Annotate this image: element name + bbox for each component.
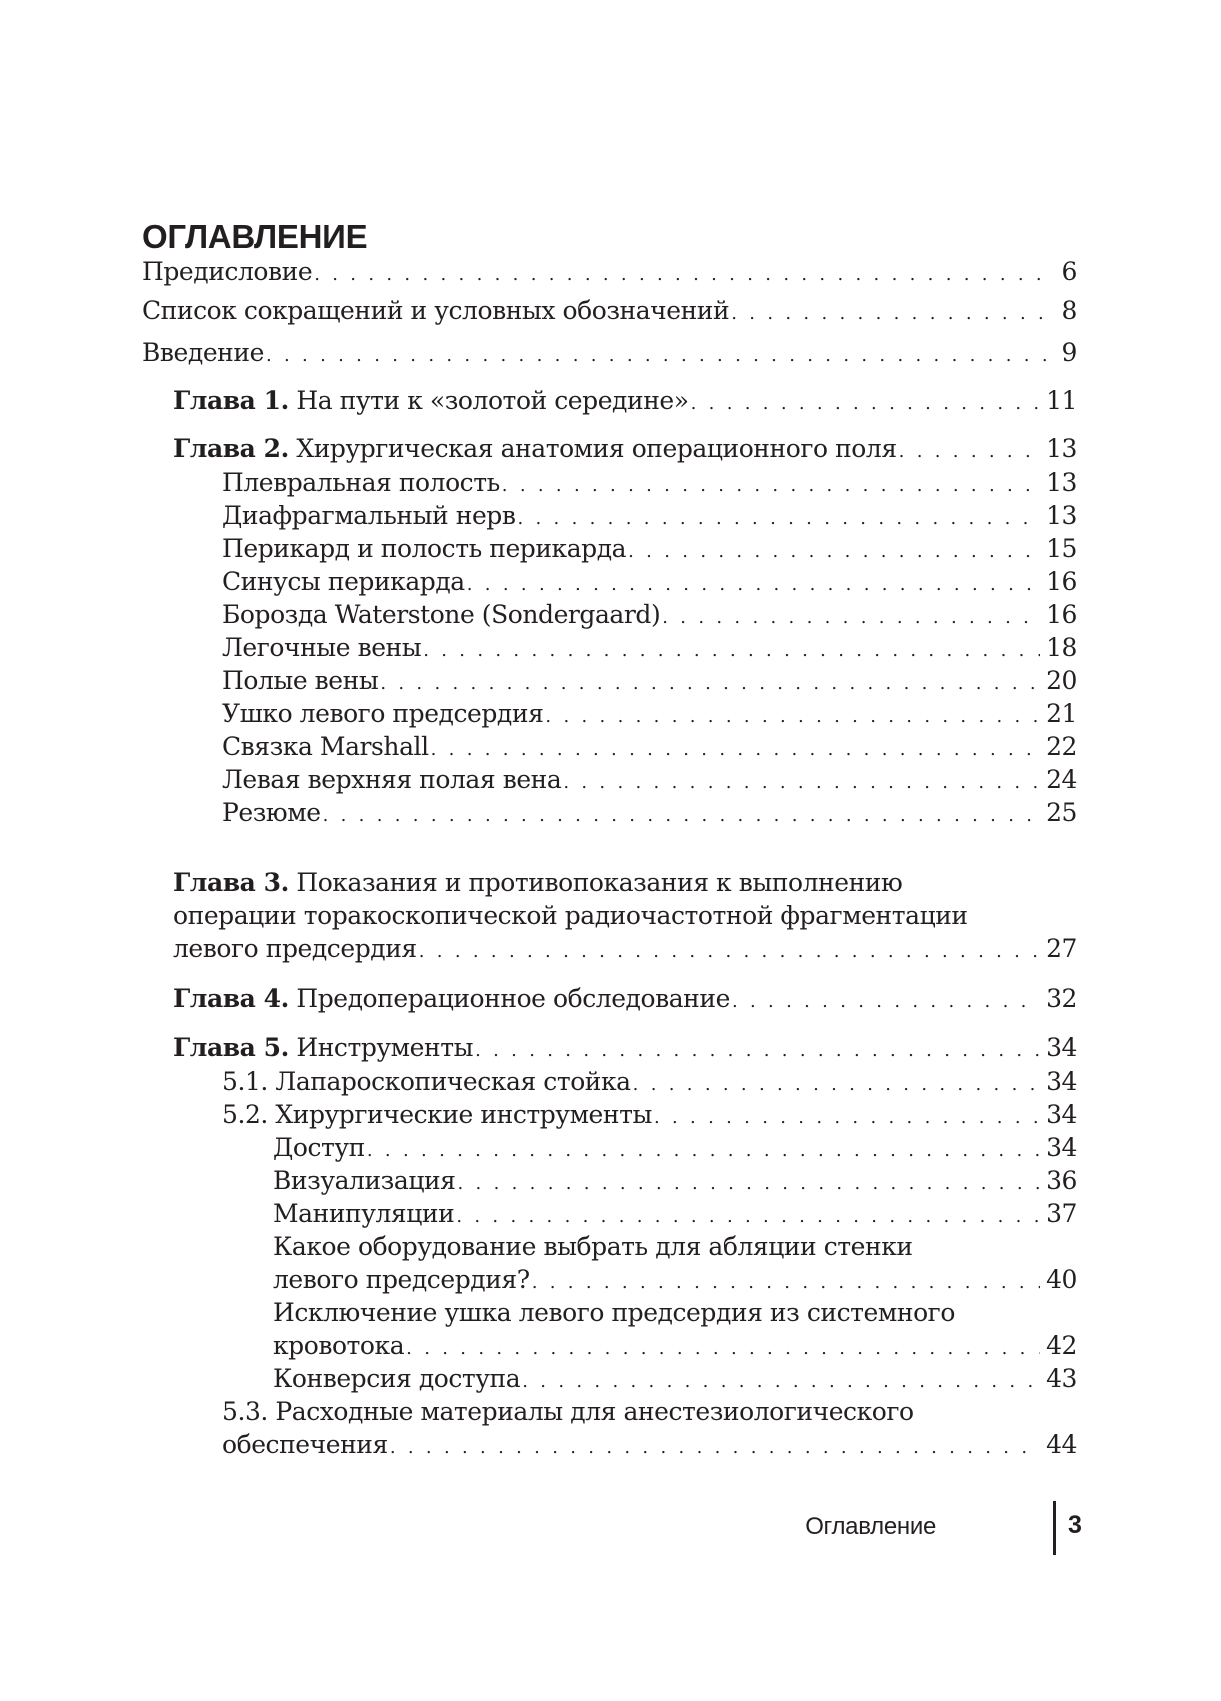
toc-entry-title: Конверсия доступа <box>273 1364 521 1393</box>
toc-entry-title <box>173 1031 473 1065</box>
toc-entry-title: Ушко левого предсердия <box>222 699 544 728</box>
toc-chapter-3-line-3 <box>173 932 1077 969</box>
toc-page-number: 34 <box>1046 1133 1077 1162</box>
toc-chapter-1 <box>173 384 1077 421</box>
toc-entry-title: Диафрагмальный нерв <box>222 501 516 530</box>
toc-section <box>222 499 1077 536</box>
page-title: ОГЛАВЛЕНИЕ <box>142 218 368 255</box>
toc-section <box>222 565 1077 602</box>
toc-entry-title: Манипуляции <box>273 1199 455 1228</box>
toc-page-number: 18 <box>1046 633 1077 662</box>
toc-page-number: 6 <box>1061 257 1077 286</box>
dot-leader <box>467 568 1040 602</box>
dot-leader <box>266 339 1051 373</box>
toc-chapter-2 <box>173 432 1077 469</box>
chapter-title: Инструменты <box>296 1033 474 1062</box>
toc-section <box>222 532 1077 569</box>
toc-section-5-1 <box>222 1065 1077 1102</box>
dot-leader <box>380 667 1040 701</box>
dot-leader <box>431 733 1040 767</box>
toc-page-number: 9 <box>1061 338 1077 367</box>
toc-chapter-3-line-2 <box>173 899 1077 933</box>
toc-page-number: 20 <box>1046 666 1077 695</box>
toc-section <box>222 763 1077 800</box>
page-number: 3 <box>1068 1511 1082 1539</box>
toc-page-number: 16 <box>1046 567 1077 596</box>
toc-entry-title: Левая верхняя полая вена <box>222 765 562 794</box>
toc-page-number: 11 <box>1046 386 1077 415</box>
toc-chapter-3-line-1 <box>173 866 1077 900</box>
toc-entry-abbreviations <box>142 294 1077 331</box>
chapter-title: Хирургическая анатомия операционного поля <box>296 434 897 463</box>
dot-leader <box>633 1068 1040 1102</box>
dot-leader <box>732 985 1040 1019</box>
toc-section <box>222 631 1077 668</box>
dot-leader <box>731 297 1051 331</box>
toc-page-number: 27 <box>1046 934 1077 963</box>
toc-entry-title: Плевральная полость <box>222 468 500 497</box>
toc-entry-title: Доступ <box>273 1133 365 1162</box>
dot-leader <box>406 1332 1040 1366</box>
chapter-title: Предоперационное обследование <box>296 984 730 1013</box>
chapter-label: Глава 5. <box>173 1033 289 1062</box>
toc-entry-title: Список сокращений и условных обозначений <box>142 296 730 325</box>
toc-subsection-exclusion-line-2 <box>273 1329 1077 1366</box>
chapter-title: левого предсердия <box>173 934 417 963</box>
toc-page-number: 40 <box>1046 1265 1077 1294</box>
toc-entry-title <box>173 982 730 1016</box>
toc-entry-title: Связка Marshall <box>222 732 429 761</box>
dot-leader <box>662 601 1040 635</box>
chapter-title: операции торакоскопической радиочастотной фрагментации <box>173 901 968 930</box>
dot-leader <box>419 935 1040 969</box>
toc-entry-title <box>173 384 689 418</box>
toc-entry-title: Исключение ушка левого предсердия из системного <box>273 1298 955 1327</box>
dot-leader <box>367 1134 1040 1168</box>
toc-page-number: 42 <box>1046 1331 1077 1360</box>
dot-leader <box>457 1167 1040 1201</box>
toc-entry-title: обеспечения <box>222 1430 388 1459</box>
toc-entry-title: Борозда Waterstone (Sondergaard) <box>222 600 661 629</box>
toc-section <box>222 466 1077 503</box>
toc-subsection-manipulations <box>273 1197 1077 1234</box>
toc-entry-title: Какое оборудование выбрать для абляции стенки <box>273 1232 913 1261</box>
toc-page-number: 13 <box>1046 468 1077 497</box>
toc-chapter-5 <box>173 1031 1077 1068</box>
toc-page-number: 22 <box>1046 732 1077 761</box>
toc-page-number: 44 <box>1046 1430 1077 1459</box>
running-footer-section: Оглавление <box>805 1513 936 1540</box>
toc-section <box>222 796 1077 833</box>
dot-leader <box>314 258 1051 292</box>
toc-page-number: 34 <box>1046 1100 1077 1129</box>
toc-section-5-3-line-2 <box>222 1428 1077 1465</box>
toc-entry-title: Визуализация <box>273 1166 456 1195</box>
toc-entry-title: Перикард и полость перикарда <box>222 534 627 563</box>
toc-page-number: 21 <box>1046 699 1077 728</box>
dot-leader <box>423 634 1040 668</box>
dot-leader <box>691 387 1040 421</box>
page-footer <box>805 1501 1082 1555</box>
dot-leader <box>502 469 1040 503</box>
dot-leader <box>654 1101 1040 1135</box>
toc-page-number: 34 <box>1046 1067 1077 1096</box>
toc-section-5-2 <box>222 1098 1077 1135</box>
toc-entry-title: Синусы перикарда <box>222 567 465 596</box>
toc-entry-preface <box>142 255 1077 292</box>
dot-leader <box>563 766 1040 800</box>
toc-entry-title: левого предсердия? <box>273 1265 530 1294</box>
dot-leader <box>545 700 1040 734</box>
toc-entry-title: 5.1. Лапароскопическая стойка <box>222 1067 631 1096</box>
chapter-label: Глава 1. <box>173 386 289 415</box>
dot-leader <box>532 1266 1040 1300</box>
toc-subsection-equipment-line-1 <box>273 1230 1077 1264</box>
toc-page-number: 37 <box>1046 1199 1077 1228</box>
chapter-label: Глава 2. <box>173 434 289 463</box>
toc-entry-introduction <box>142 336 1077 373</box>
toc-section <box>222 697 1077 734</box>
toc-section-5-3-line-1 <box>222 1395 1077 1429</box>
toc-entry-title: 5.3. Расходные материалы для анестезиологического <box>222 1397 914 1426</box>
toc-subsection-equipment-line-2 <box>273 1263 1077 1300</box>
toc-page-number: 15 <box>1046 534 1077 563</box>
toc-page-number: 25 <box>1046 798 1077 827</box>
dot-leader <box>323 799 1041 833</box>
toc-page-number: 24 <box>1046 765 1077 794</box>
toc-section <box>222 730 1077 767</box>
dot-leader <box>899 435 1040 469</box>
chapter-title: Показания и противопоказания к выполнению <box>296 868 903 897</box>
toc-entry-title <box>173 432 897 466</box>
toc-entry-title: 5.2. Хирургические инструменты <box>222 1100 652 1129</box>
dot-leader <box>390 1431 1040 1465</box>
toc-entry-title: Резюме <box>222 798 321 827</box>
dot-leader <box>456 1200 1040 1234</box>
toc-page-number: 8 <box>1061 296 1077 325</box>
toc-subsection-visualization <box>273 1164 1077 1201</box>
toc-page-number: 13 <box>1046 434 1077 463</box>
dot-leader <box>522 1365 1040 1399</box>
toc-entry-title: Введение <box>142 338 264 367</box>
footer-divider <box>1053 1501 1056 1555</box>
dot-leader <box>628 535 1040 569</box>
toc-section <box>222 664 1077 701</box>
toc-subsection-conversion <box>273 1362 1077 1399</box>
toc-entry-title: Легочные вены <box>222 633 422 662</box>
toc-page-number: 16 <box>1046 600 1077 629</box>
dot-leader <box>475 1034 1040 1068</box>
toc-chapter-4 <box>173 982 1077 1019</box>
toc-entry-title: Полые вены <box>222 666 379 695</box>
toc-page-number: 34 <box>1046 1033 1077 1062</box>
toc-subsection-exclusion-line-1 <box>273 1296 1077 1330</box>
chapter-label: Глава 3. <box>173 868 289 897</box>
toc-entry-title: кровотока <box>273 1331 405 1360</box>
toc-subsection-access <box>273 1131 1077 1168</box>
chapter-label: Глава 4. <box>173 984 289 1013</box>
toc-entry-title: Предисловие <box>142 257 313 286</box>
chapter-title: На пути к «золотой середине» <box>296 386 689 415</box>
toc-page-number: 43 <box>1046 1364 1077 1393</box>
toc-page-number: 32 <box>1046 984 1077 1013</box>
toc-section <box>222 598 1077 635</box>
toc-page-number: 36 <box>1046 1166 1077 1195</box>
toc-page-number: 13 <box>1046 501 1077 530</box>
dot-leader <box>517 502 1040 536</box>
